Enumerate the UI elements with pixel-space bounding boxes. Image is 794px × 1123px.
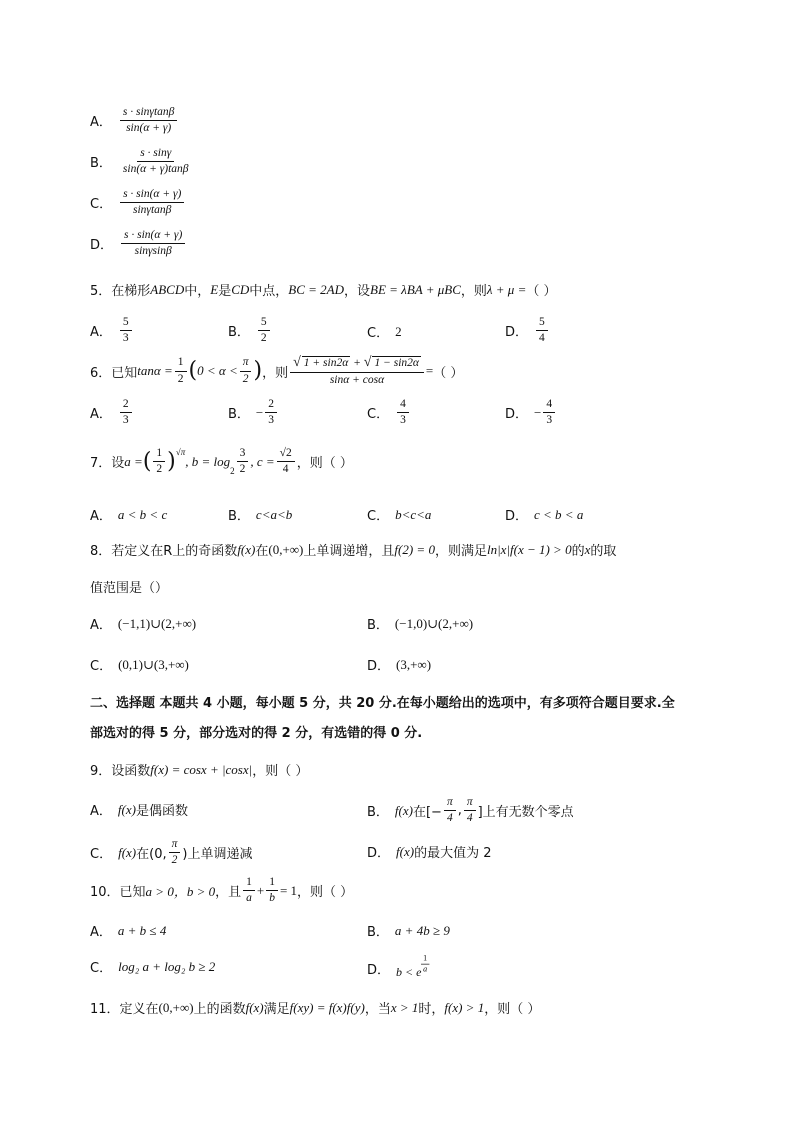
denominator: 4 (446, 812, 453, 825)
math-term: f(x) (237, 541, 256, 557)
q6-stem (90, 355, 463, 387)
option-value: b<c<a (395, 506, 432, 522)
math-term: f(x) (245, 999, 264, 1015)
stem-text: ，则 (262, 365, 289, 381)
option-value: c < b < a (534, 506, 584, 522)
denominator: b (269, 892, 275, 905)
numerator: 5 (258, 316, 270, 331)
math-term: tanα = (137, 363, 173, 379)
numerator: s · sinγ (137, 147, 174, 162)
fraction (120, 106, 177, 135)
option-value: (3,+∞) (396, 656, 432, 672)
option-text: 在(0, (136, 847, 167, 863)
math-term: λ + μ = (486, 281, 527, 297)
stem-text: ，则（ ） (296, 456, 353, 472)
q9-stem (90, 760, 308, 779)
stem-text: ，则（ ） (252, 764, 309, 779)
q9-option-b (367, 796, 574, 825)
q6-option-b (228, 398, 279, 427)
radicand: 1 + sin2α (303, 357, 349, 369)
option-label: C． (90, 847, 113, 863)
stem-text: 11．定义在 (90, 1002, 159, 1017)
option-label: D． (505, 407, 529, 423)
q10-stem (90, 876, 353, 905)
q9-option-d (367, 842, 491, 861)
option-label: B． (367, 925, 389, 940)
numerator: s · sinγtanβ (120, 106, 177, 121)
numerator: 1 (153, 447, 165, 462)
fraction (444, 796, 456, 825)
stem-text: 上的函数 (193, 1002, 246, 1017)
denominator: a (423, 965, 428, 974)
stem-text: 的 (571, 544, 585, 559)
sign: − (534, 404, 542, 420)
q8-stem-line1 (90, 540, 616, 559)
option-text: )上单调递减 (182, 847, 253, 863)
fraction (265, 398, 277, 427)
denominator: 3 (400, 414, 406, 427)
q11-stem (90, 998, 540, 1017)
denominator: 3 (546, 414, 553, 427)
option-value: a < b < c (117, 506, 168, 522)
numerator: 5 (120, 316, 132, 331)
denominator: 4 (539, 332, 545, 345)
denominator: 2 (171, 854, 178, 867)
math-term: a = (124, 453, 143, 469)
stem-text: 8．若定义在R上的奇函数 (90, 544, 238, 559)
option-label: A． (90, 115, 112, 131)
option-label: D． (505, 509, 529, 524)
option-label: A． (90, 509, 112, 524)
option-value: (0,1)∪(3,+∞) (118, 656, 189, 672)
numerator: 1 (266, 876, 278, 891)
left-paren: ( (142, 448, 152, 474)
fraction (237, 447, 249, 476)
denominator: 3 (122, 414, 129, 427)
equals-sign: = (425, 363, 434, 379)
option-label: B． (228, 325, 250, 341)
option-label: A． (90, 325, 112, 341)
section-2-heading-cont: 部选对的得 5 分，部分选对的得 2 分，有选错的得 0 分. (90, 726, 423, 741)
option-text: ]上有无数个零点 (477, 805, 574, 821)
q10-option-c (90, 957, 215, 976)
option-text: 的最大值为 2 (414, 846, 492, 861)
q8-option-b (367, 614, 473, 633)
q5-option-d (505, 316, 550, 345)
math-term: ln|x|f(x − 1) > 0 (486, 541, 572, 557)
stem-text: 中， (184, 284, 211, 299)
fraction (397, 398, 409, 427)
denominator: 3 (122, 332, 129, 345)
numerator: 2 (120, 398, 132, 413)
option-label: D． (505, 325, 529, 341)
fraction (121, 229, 185, 258)
stem-text: 满足 (263, 1002, 290, 1017)
option-label: D． (367, 659, 391, 674)
option-label: D． (367, 846, 391, 861)
q7-option-d (505, 505, 583, 524)
exponent-fraction (421, 954, 429, 975)
fraction (464, 796, 476, 825)
q6-option-d (505, 398, 557, 427)
option-label: C． (367, 326, 390, 341)
denominator: sinγtanβ (133, 204, 172, 217)
answer-blank: （ ） (526, 284, 557, 299)
operator: + (256, 882, 265, 898)
numerator: π (444, 796, 456, 811)
option-label: C． (90, 961, 113, 976)
option-value: a + 4b ≥ 9 (394, 922, 450, 938)
q9-option-c (90, 838, 252, 867)
stem-text: 中点， (249, 284, 289, 299)
option-label: C． (90, 659, 113, 674)
math-term: ABCD (150, 281, 185, 297)
q10-option-a (90, 921, 166, 940)
option-label: A． (90, 804, 112, 819)
q4-option-d (90, 229, 187, 258)
numerator: s · sin(α + γ) (121, 229, 185, 244)
sign: − (255, 404, 264, 420)
option-label: B． (228, 407, 250, 423)
math-term: CD (231, 281, 250, 297)
fraction (240, 356, 252, 385)
fraction (277, 447, 295, 476)
math-term: f(2) = 0 (394, 541, 435, 557)
math-term: f(xy) = f(x)f(y) (289, 999, 365, 1015)
stem-text: ，且 (215, 885, 242, 901)
math-term: x (584, 541, 591, 557)
log-base: 2 (230, 466, 235, 477)
option-label: B． (90, 156, 112, 172)
q7-option-c (367, 505, 431, 524)
answer-blank: （ ） (433, 365, 464, 381)
q7-stem (90, 447, 353, 476)
q8-option-d (367, 655, 431, 674)
option-label: D． (367, 963, 391, 979)
fraction (258, 316, 270, 345)
fraction (120, 316, 132, 345)
numerator: 3 (237, 447, 249, 462)
denominator: a (246, 892, 252, 905)
fraction (243, 876, 255, 905)
stem-text: 值范围是（） (90, 581, 169, 596)
stem-text: 7．设 (90, 456, 125, 472)
option-value: a + b ≤ 4 (117, 922, 167, 938)
numerator: √2 (277, 447, 295, 462)
q5-stem (90, 280, 556, 299)
math-term: f(x) = cosx + |cosx| (150, 761, 253, 777)
left-paren: ( (188, 358, 198, 384)
vector-equation: BE = λBA + μBC (370, 281, 461, 297)
option-label: D． (90, 238, 114, 254)
q4-option-b (90, 147, 194, 176)
q7-option-a (90, 505, 167, 524)
right-paren: ) (167, 448, 176, 474)
option-value: 2 (395, 323, 402, 339)
numerator: 4 (543, 398, 555, 413)
numerator (290, 355, 424, 373)
q5-option-c (367, 322, 402, 341)
numerator: π (464, 796, 476, 811)
stem-text: 9．设函数 (90, 764, 151, 779)
math-term: BC = 2AD (288, 281, 345, 297)
radical-sign: √ (363, 355, 372, 370)
math-term: = 1 (279, 882, 298, 898)
option-label: C． (367, 407, 390, 423)
q8-stem-line2 (90, 577, 168, 596)
option-text: 是偶函数 (135, 804, 188, 819)
stem-text: 的取 (590, 544, 617, 559)
stem-text: 6．已知 (90, 365, 138, 381)
math-term: (0,+∞) (268, 541, 304, 557)
stem-text: 是 (218, 284, 232, 299)
denominator: 4 (466, 812, 473, 825)
stem-text: ，设 (344, 284, 371, 299)
denominator: 2 (242, 372, 249, 385)
radicand: 1 − sin2α (374, 357, 419, 369)
section-2-heading: 二、选择题 本题共 4 小题，每小题 5 分，共 20 分.在每小题给出的选项中，有多项符合题目要求.全 (90, 696, 675, 711)
stem-text: ，则（ ） (297, 885, 354, 901)
stem-text: 在 (255, 544, 269, 559)
denominator: 2 (177, 372, 184, 385)
option-value: (−1,1)∪(2,+∞) (117, 615, 197, 631)
stem-text: 5．在梯形 (90, 284, 151, 299)
math-term: x > 1 (390, 999, 419, 1015)
option-label: A． (90, 925, 112, 940)
q7-option-b (228, 505, 292, 524)
exponent: √π (175, 447, 186, 457)
numerator: 1 (421, 954, 429, 965)
fraction (266, 876, 278, 905)
option-label: A． (90, 407, 112, 423)
q4-option-c (90, 188, 186, 217)
fraction (543, 398, 555, 427)
q8-option-a (90, 614, 196, 633)
q6-option-a (90, 398, 134, 427)
stem-text: 上单调递增，且 (303, 544, 395, 559)
option-label: B． (367, 618, 389, 633)
q5-option-a (90, 316, 134, 345)
fraction (153, 447, 165, 476)
fraction (120, 398, 132, 427)
math-term: , b = log (185, 453, 231, 469)
denominator: 2 (239, 463, 246, 476)
option-label: B． (367, 805, 389, 821)
stem-text: 时， (418, 1002, 445, 1017)
denominator: 3 (268, 414, 275, 427)
math-term: (0,+∞) (158, 999, 194, 1015)
stem-text: 10．已知 (90, 885, 146, 901)
math-term: f(x) (394, 802, 413, 818)
option-label: C． (367, 509, 390, 524)
radical-sign: √ (293, 355, 301, 370)
q10-option-d (367, 954, 435, 983)
denominator: sinα + cosα (329, 374, 385, 387)
stem-text: ，则满足 (434, 544, 487, 559)
denominator: 2 (260, 332, 267, 345)
math-term: f(x) (117, 801, 136, 817)
option-text: , (457, 803, 462, 819)
option-label: A． (90, 618, 112, 633)
math-term: E (210, 281, 219, 297)
q5-option-b (228, 316, 272, 345)
right-paren: ) (253, 358, 263, 384)
numerator: 2 (265, 398, 277, 413)
fraction (290, 355, 424, 387)
option-label: C． (90, 197, 113, 213)
math-term: f(x) (118, 844, 137, 860)
option-value: c<a<b (255, 506, 293, 522)
option-value: log₂ a + log₂ b ≥ 2 (118, 958, 216, 974)
denominator: 4 (282, 463, 289, 476)
math-term: f(x) (396, 843, 415, 859)
math-term: , c = (250, 453, 275, 469)
math-term: b < e (396, 965, 422, 980)
stem-text: ，则 (460, 284, 487, 299)
numerator: 1 (243, 876, 255, 891)
denominator: 2 (156, 463, 163, 476)
option-value: (−1,0)∪(2,+∞) (394, 615, 474, 631)
fraction (169, 838, 181, 867)
numerator: 1 (175, 356, 187, 371)
q8-option-c (90, 655, 189, 674)
operator: + (353, 357, 361, 369)
denominator: sin(α + γ)tanβ (122, 163, 189, 176)
fraction (120, 147, 192, 176)
q4-option-a (90, 106, 179, 135)
q9-option-a (90, 800, 188, 819)
math-term: a > 0，b > 0 (145, 884, 216, 900)
math-term: f(x) > 1 (444, 999, 485, 1015)
numerator: π (240, 356, 252, 371)
fraction (175, 356, 187, 385)
fraction (120, 188, 184, 217)
option-text: 在[− (412, 805, 442, 821)
numerator: 4 (397, 398, 409, 413)
math-term: 0 < α < (197, 363, 238, 379)
numerator: 5 (536, 316, 548, 331)
stem-text: ，则（ ） (484, 1002, 541, 1017)
numerator: π (169, 838, 181, 853)
numerator: s · sin(α + γ) (120, 188, 184, 203)
denominator: sin(α + γ) (126, 122, 172, 135)
denominator: sinγsinβ (134, 245, 172, 258)
q10-option-b (367, 921, 450, 940)
fraction (536, 316, 548, 345)
q6-option-c (367, 398, 411, 427)
option-label: B． (228, 509, 250, 524)
stem-text: ，当 (364, 1002, 391, 1017)
